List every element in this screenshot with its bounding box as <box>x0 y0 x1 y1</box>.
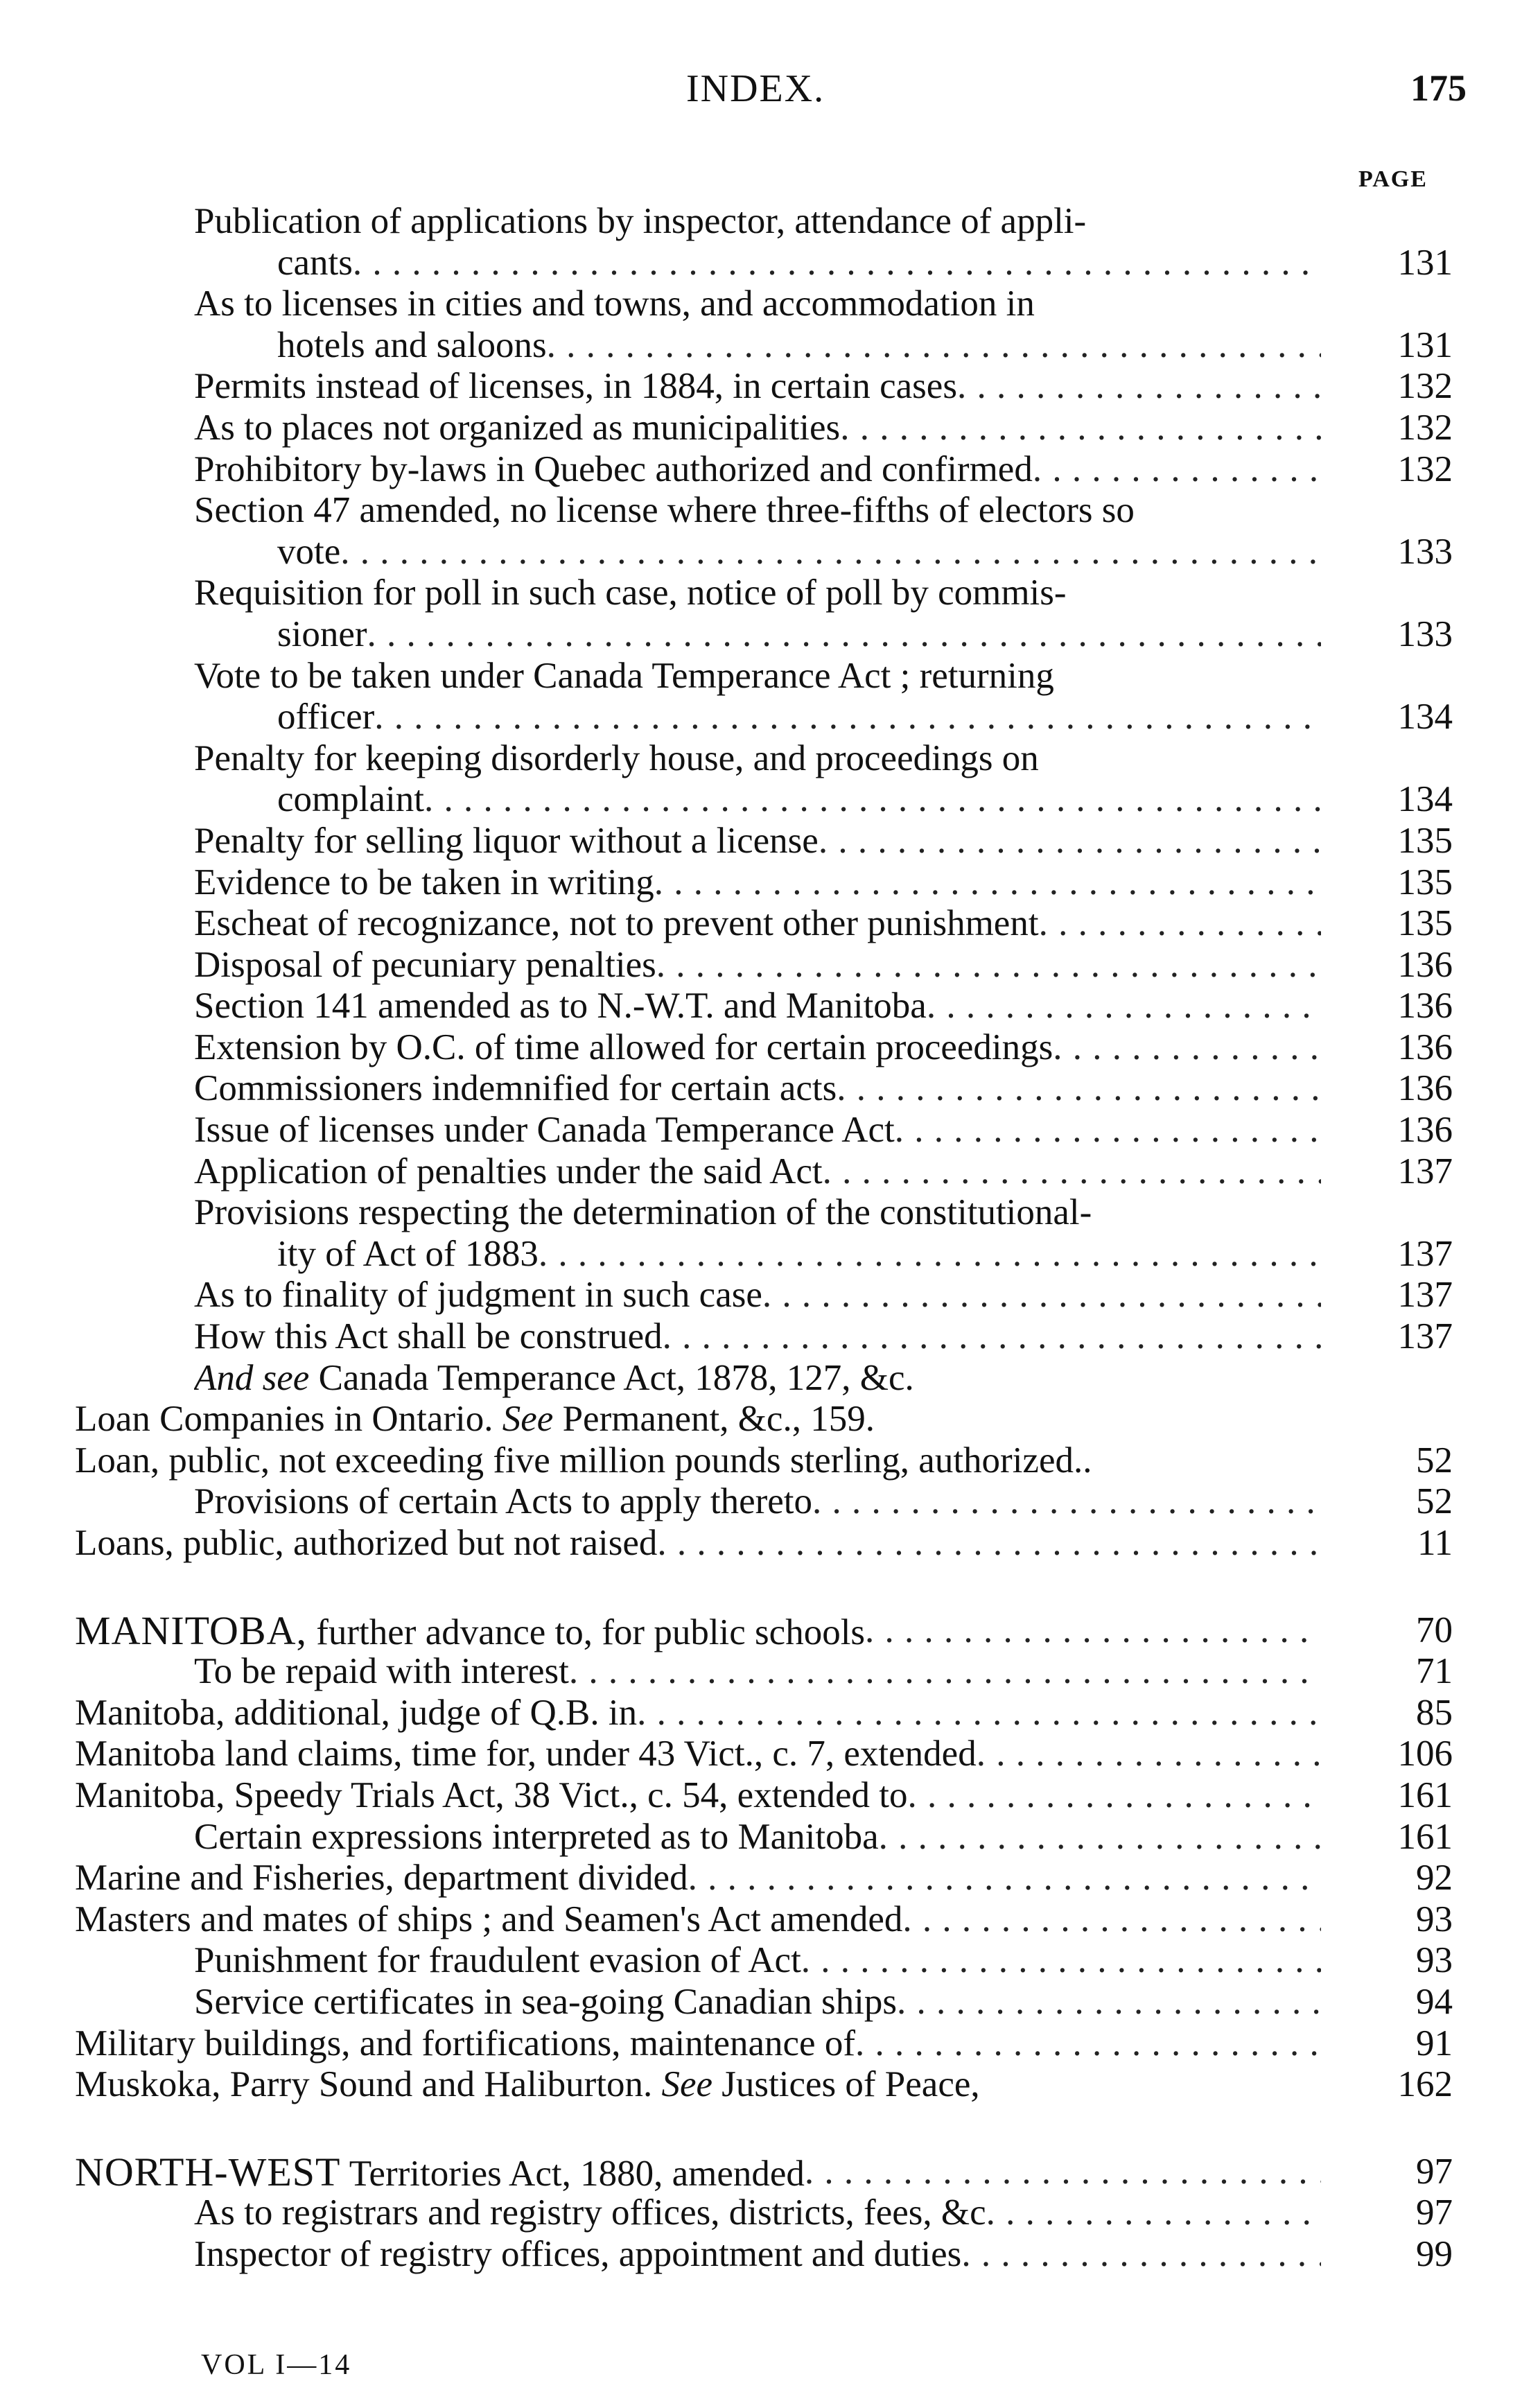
index-line-text <box>194 573 1321 614</box>
index-line-text <box>194 1817 1321 1858</box>
entry-suffix-text: Permanent, &c., 159. <box>553 1399 875 1440</box>
entry-main-text: cants <box>277 242 353 283</box>
index-line <box>0 1693 1522 1734</box>
page-number: 175 <box>1410 67 1467 109</box>
entry-main-text: Evidence to be taken in writing <box>194 862 654 902</box>
dot-leader <box>367 614 1321 656</box>
dot-leader <box>823 1151 1321 1193</box>
index-line-text <box>194 1358 1321 1399</box>
entry-text <box>194 1316 663 1358</box>
entry-main-text: Vote to be taken under Canada Temperance Act ; returning <box>194 655 1054 696</box>
index-line-text <box>194 1316 1321 1358</box>
dot-leader <box>801 1940 1321 1982</box>
dot-leader <box>986 2192 1321 2234</box>
index-line <box>0 243 1522 284</box>
index-line <box>0 2234 1522 2276</box>
index-line <box>0 1068 1522 1110</box>
index-line <box>0 1316 1522 1358</box>
entry-text <box>194 1110 895 1151</box>
page-ref: 136 <box>1397 1068 1453 1109</box>
entry-main-text: As to finality of judgment in such case <box>194 1275 762 1316</box>
entry-text <box>194 573 1067 614</box>
entry-text <box>277 614 367 656</box>
entry-main-text: Escheat of recognizance, not to prevent other punishment <box>194 903 1039 944</box>
index-line <box>0 1110 1522 1151</box>
page-ref: 134 <box>1397 697 1453 738</box>
entry-main-text: Prohibitory by-laws in Quebec authorized and confirmed <box>194 448 1033 489</box>
entry-text <box>194 1192 1092 1234</box>
entry-text <box>277 1234 539 1275</box>
entry-main-text: Masters and mates of ships ; and Seamen's Act amended <box>75 1899 903 1939</box>
entry-main-text: Certain expressions interpreted as to Manitoba <box>194 1816 879 1857</box>
index-line-text <box>194 821 1321 862</box>
index-line <box>0 903 1522 945</box>
entry-text <box>194 408 840 449</box>
page-ref: 99 <box>1416 2233 1453 2274</box>
entry-main-text: ity of Act of 1883 <box>277 1233 539 1274</box>
entry-text <box>75 1610 865 1654</box>
page-ref: 52 <box>1416 1481 1453 1522</box>
heading-word: MANITOBA, <box>75 1609 307 1653</box>
page-ref: 137 <box>1397 1316 1453 1357</box>
index-line <box>0 1775 1522 1817</box>
page-ref: 97 <box>1416 2192 1453 2233</box>
dot-leader <box>865 1610 1321 1654</box>
entry-main-text: As to licenses in cities and towns, and accommodation in <box>194 283 1035 324</box>
index-line <box>0 1734 1522 1775</box>
index-line-text <box>277 532 1321 573</box>
index-line <box>0 1358 1522 1399</box>
index-line-text <box>194 903 1321 945</box>
index-line <box>0 1940 1522 1982</box>
entry-text <box>194 1151 823 1193</box>
page-ref: 136 <box>1397 1027 1453 1067</box>
page-ref: 106 <box>1397 1734 1453 1774</box>
entry-main-text: sioner <box>277 613 367 654</box>
entry-main-text: Application of penalties under the said Act <box>194 1151 823 1192</box>
entry-text <box>194 1940 801 1982</box>
entry-main-text: Extension by O.C. of time allowed for certain proceedings <box>194 1027 1053 1067</box>
dot-leader <box>656 945 1321 986</box>
entry-text <box>194 1068 837 1110</box>
dot-leader <box>957 366 1321 408</box>
index-line <box>0 283 1522 325</box>
entry-main-text: Loans, public, authorized but not raised <box>75 1523 658 1563</box>
page-ref: 135 <box>1397 820 1453 861</box>
index-line <box>0 1523 1522 1564</box>
index-line-text <box>194 1651 1321 1693</box>
dot-leader <box>424 779 1321 821</box>
page-ref: 135 <box>1397 903 1453 944</box>
page-ref: 136 <box>1397 1110 1453 1151</box>
entry-main-text: vote <box>277 531 341 572</box>
dot-leader <box>855 2023 1321 2065</box>
page-ref: 85 <box>1416 1692 1453 1733</box>
entry-main-text: Military buildings, and fortifications, maintenance of <box>75 2023 855 2064</box>
index-line-text <box>75 2152 1321 2195</box>
index-line <box>0 1440 1522 1482</box>
page-ref: 132 <box>1397 407 1453 448</box>
dot-leader <box>688 1858 1321 1899</box>
dot-leader <box>840 408 1321 449</box>
entry-text <box>75 2023 855 2065</box>
index-line <box>0 1192 1522 1234</box>
page-ref: 132 <box>1397 366 1453 407</box>
entry-main-text: As to registrars and registry offices, districts, fees, &c <box>194 2192 986 2233</box>
running-title: INDEX. <box>686 67 825 110</box>
index-line <box>0 1027 1522 1069</box>
index-line <box>0 738 1522 780</box>
index-line-text <box>75 1399 1321 1440</box>
index-line <box>0 862 1522 904</box>
entry-main-text: To be repaid with interest <box>194 1651 569 1692</box>
entry-text <box>277 697 374 738</box>
entry-text <box>277 532 340 573</box>
entry-main-text: Territories Act, 1880, amended <box>340 2153 805 2194</box>
page-ref: 135 <box>1397 862 1453 902</box>
index-line <box>0 449 1522 491</box>
entry-text <box>194 1982 897 2023</box>
page-ref: 70 <box>1416 1609 1453 1650</box>
index-line <box>0 201 1522 243</box>
entry-text <box>194 1817 879 1858</box>
page-ref: 132 <box>1397 448 1453 489</box>
entry-text <box>194 945 656 986</box>
index-line <box>0 2192 1522 2234</box>
dot-leader <box>907 1775 1321 1817</box>
entry-text <box>194 2234 961 2276</box>
entry-text <box>194 1027 1053 1069</box>
entry-text <box>75 1399 875 1440</box>
index-line-text <box>194 862 1321 904</box>
entry-text <box>75 2152 805 2195</box>
index-line <box>0 366 1522 408</box>
dot-leader <box>1033 449 1321 491</box>
index-line <box>0 573 1522 614</box>
entry-main-text: Penalty for selling liquor without a license <box>194 820 819 861</box>
entry-text <box>194 449 1033 491</box>
entry-main-text: Service certificates in sea-going Canadian ships <box>194 1981 898 2022</box>
entry-main-text: Penalty for keeping disorderly house, and proceedings on <box>194 738 1039 778</box>
index-line <box>0 1234 1522 1275</box>
entry-text <box>194 821 819 862</box>
index-line <box>0 1651 1522 1693</box>
dot-leader <box>374 697 1321 738</box>
dot-leader <box>539 1234 1321 1275</box>
entry-main-text: Punishment for fraudulent evasion of Act <box>194 1940 801 1981</box>
see-reference: See <box>502 1399 554 1440</box>
entry-text <box>194 656 1054 697</box>
dot-leader <box>762 1275 1321 1316</box>
entry-main-text: Manitoba, additional, judge of Q.B. in <box>75 1692 638 1733</box>
page-ref: 131 <box>1397 324 1453 365</box>
page-ref: 136 <box>1397 944 1453 985</box>
index-line-text <box>194 366 1321 408</box>
dot-leader <box>805 2152 1321 2195</box>
entry-text <box>75 1899 902 1941</box>
dot-leader <box>569 1651 1321 1693</box>
index-line-text <box>194 408 1321 449</box>
entry-text <box>75 1440 1092 1482</box>
index-line <box>0 532 1522 573</box>
index-line-text <box>75 1440 1321 1482</box>
page-ref: 93 <box>1416 1940 1453 1981</box>
index-line-text <box>194 986 1321 1027</box>
index-line-text <box>75 2023 1321 2065</box>
dot-leader <box>977 1734 1321 1775</box>
index-line <box>0 2152 1522 2193</box>
page-ref: 94 <box>1416 1981 1453 2022</box>
page-ref: 131 <box>1397 242 1453 283</box>
entry-main-text: further advance to, for public schools <box>307 1612 866 1652</box>
index-line-text <box>75 1693 1321 1734</box>
running-head <box>0 67 1522 122</box>
dot-leader <box>340 532 1321 573</box>
entry-text <box>75 1693 637 1734</box>
entry-main-text: Muskoka, Parry Sound and Haliburton. <box>75 2064 662 2105</box>
entry-main-text: Manitoba land claims, time for, under 43 Vict., c. 7, extended <box>75 1734 977 1774</box>
index-line-text <box>194 201 1321 243</box>
index-line-text <box>277 325 1321 367</box>
entry-text <box>194 903 1039 945</box>
index-line-text <box>194 2192 1321 2234</box>
entry-main-text: hotels and saloons <box>277 324 547 365</box>
entry-main-text: Section 47 amended, no license where three-fifths of electors so <box>194 490 1135 531</box>
index-line <box>0 986 1522 1027</box>
page-ref: 134 <box>1397 779 1453 820</box>
dot-leader <box>902 1899 1321 1941</box>
index-line-text <box>194 738 1321 780</box>
entry-main-text: officer <box>277 697 375 738</box>
dot-leader <box>927 986 1321 1027</box>
index-line <box>0 779 1522 821</box>
entry-main-text: Provisions respecting the determination of the constitutional- <box>194 1192 1092 1233</box>
dot-leader <box>879 1817 1321 1858</box>
index-line <box>0 1275 1522 1316</box>
index-line-text <box>277 243 1321 284</box>
page-ref: 11 <box>1417 1523 1453 1563</box>
see-reference: See <box>661 2064 713 2105</box>
entry-text <box>75 1775 907 1817</box>
index-line <box>0 1481 1522 1523</box>
entry-main-text: Requisition for poll in such case, notice of poll by commis- <box>194 573 1067 613</box>
entry-main-text: Loan, public, not exceeding five million pounds sterling, authorized.. <box>75 1440 1092 1481</box>
entry-text <box>277 243 353 284</box>
page-ref: 162 <box>1397 2064 1453 2105</box>
page-ref: 97 <box>1416 2151 1453 2192</box>
index-line <box>0 1610 1522 1652</box>
dot-leader <box>812 1481 1321 1523</box>
dot-leader <box>353 243 1321 284</box>
index-line <box>0 2023 1522 2065</box>
page-ref: 52 <box>1416 1440 1453 1481</box>
entry-text <box>75 2064 980 2106</box>
page-ref: 91 <box>1416 2023 1453 2064</box>
entry-main-text: Manitoba, Speedy Trials Act, 38 Vict., c. 54, extended to <box>75 1774 908 1815</box>
index-line-text <box>194 1481 1321 1523</box>
index-line <box>0 614 1522 656</box>
entry-suffix-text: Justices of Peace, <box>712 2064 980 2105</box>
index-line <box>0 1399 1522 1440</box>
entry-text <box>194 490 1135 532</box>
index-line-text <box>75 2064 1321 2106</box>
entry-main-text: Canada Temperance Act, 1878, 127, &c. <box>318 1357 914 1398</box>
entry-text <box>194 1358 914 1399</box>
index-line-text <box>194 1027 1321 1069</box>
index-line-text <box>194 1940 1321 1982</box>
heading-word: NORTH-WEST <box>75 2151 341 2195</box>
index-line-text <box>194 490 1321 532</box>
page-ref: 133 <box>1397 613 1453 654</box>
page-ref: 136 <box>1397 986 1453 1027</box>
entry-text <box>277 325 547 367</box>
entry-text <box>194 1275 762 1316</box>
index-line <box>0 325 1522 367</box>
page-ref: 92 <box>1416 1858 1453 1899</box>
entry-main-text: complaint <box>277 779 424 820</box>
index-entries <box>0 201 1522 2276</box>
index-line-text <box>277 614 1321 656</box>
index-line <box>0 945 1522 986</box>
entry-main-text: Marine and Fisheries, department divided <box>75 1858 688 1899</box>
dot-leader <box>547 325 1321 367</box>
entry-text <box>194 986 927 1027</box>
dot-leader <box>961 2234 1321 2276</box>
page-ref: 133 <box>1397 531 1453 572</box>
entry-main-text: Issue of licenses under Canada Temperance Act <box>194 1110 895 1151</box>
index-line-text <box>75 1523 1321 1564</box>
entry-text <box>75 1858 688 1899</box>
index-line <box>0 1982 1522 2023</box>
dot-leader <box>654 862 1321 904</box>
entry-main-text: Provisions of certain Acts to apply thereto <box>194 1481 812 1522</box>
index-line-text <box>277 697 1321 738</box>
entry-text <box>277 779 424 821</box>
entry-text <box>194 283 1035 325</box>
entry-text <box>194 1481 812 1523</box>
entry-text <box>194 366 957 408</box>
index-line <box>0 1858 1522 1899</box>
page-column-label: PAGE <box>1358 166 1428 192</box>
index-line-text <box>75 1734 1321 1775</box>
index-line-text <box>75 1858 1321 1899</box>
italic-prefix: And see <box>194 1357 319 1398</box>
index-line <box>0 490 1522 532</box>
dot-leader <box>1053 1027 1321 1069</box>
index-line <box>0 2064 1522 2106</box>
entry-text <box>194 2192 986 2234</box>
dot-leader <box>1039 903 1321 945</box>
index-line-text <box>75 1610 1321 1654</box>
index-line-text <box>194 1068 1321 1110</box>
entry-text <box>194 201 1086 243</box>
index-line-text <box>194 1192 1321 1234</box>
index-line <box>0 697 1522 738</box>
index-line <box>0 1899 1522 1941</box>
entry-main-text: As to places not organized as municipalities <box>194 407 841 448</box>
entry-main-text: Inspector of registry offices, appointment and duties <box>194 2233 962 2274</box>
page-ref: 161 <box>1397 1816 1453 1857</box>
entry-text <box>194 1651 569 1693</box>
index-line-text <box>75 1899 1321 1941</box>
page-ref: 161 <box>1397 1774 1453 1815</box>
index-line <box>0 1817 1522 1858</box>
page-ref: 137 <box>1397 1233 1453 1274</box>
page-ref: 93 <box>1416 1899 1453 1939</box>
index-line-text <box>194 656 1321 697</box>
dot-leader <box>657 1523 1321 1564</box>
entry-text <box>75 1734 977 1775</box>
page-ref: 71 <box>1416 1651 1453 1692</box>
dot-leader <box>663 1316 1321 1358</box>
index-line-text <box>194 283 1321 325</box>
entry-text <box>194 738 1039 780</box>
index-line-text <box>194 945 1321 986</box>
page-ref: 137 <box>1397 1151 1453 1192</box>
index-line <box>0 1151 1522 1193</box>
signature-mark: VOL I—14 <box>201 2349 352 2381</box>
index-line-text <box>194 1275 1321 1316</box>
page-ref: 137 <box>1397 1275 1453 1316</box>
index-line-text <box>194 1110 1321 1151</box>
entry-main-text: Loan Companies in Ontario. <box>75 1399 502 1440</box>
index-line <box>0 821 1522 862</box>
index-line-text <box>277 1234 1321 1275</box>
dot-leader <box>637 1693 1321 1734</box>
dot-leader <box>895 1110 1321 1151</box>
index-line-text <box>277 779 1321 821</box>
index-line-text <box>194 1151 1321 1193</box>
index-line <box>0 656 1522 697</box>
index-line <box>0 408 1522 449</box>
index-line-text <box>75 1775 1321 1817</box>
index-line-text <box>194 1982 1321 2023</box>
index-line-text <box>194 449 1321 491</box>
index-line-text <box>194 2234 1321 2276</box>
entry-text <box>75 1523 657 1564</box>
entry-main-text: Section 141 amended as to N.-W.T. and Manitoba <box>194 986 927 1027</box>
entry-main-text: How this Act shall be construed <box>194 1316 663 1357</box>
entry-main-text: Disposal of pecuniary penalties <box>194 944 656 985</box>
entry-main-text: Publication of applications by inspector, attendance of appli- <box>194 201 1087 241</box>
dot-leader <box>897 1982 1321 2023</box>
dot-leader <box>837 1068 1321 1110</box>
entry-main-text: Permits instead of licenses, in 1884, in certain cases <box>194 366 957 407</box>
entry-main-text: Commissioners indemnified for certain acts <box>194 1068 837 1109</box>
entry-text <box>194 862 654 904</box>
dot-leader <box>819 821 1321 862</box>
